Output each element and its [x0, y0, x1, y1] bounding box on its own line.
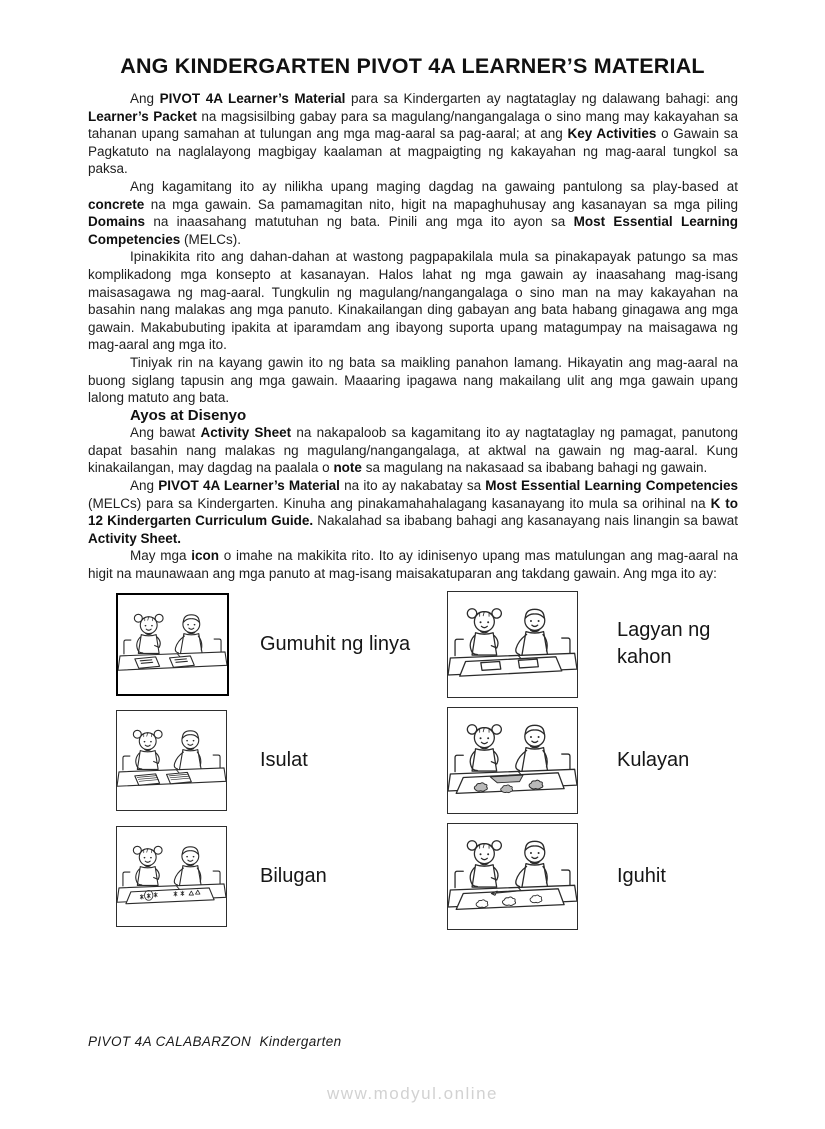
- activity-label-lagyan-ng-kahon: Lagyan ng kahon: [617, 619, 711, 669]
- footer-text: PIVOT 4A CALABARZON Kindergarten: [88, 1034, 342, 1049]
- paragraph: Ang kagamitang ito ay nilikha upang maging dagdag na gawaing pantulong sa play-based at concrete na mga gawain. Sa pamamagitan nito, higit na mapaghuhusay ang kasanayan sa mga piling Domains na inaasahang matutuhan ng bata. Pinili ang mga ito ayon sa Most Essential Learning Competencies (MELCs).: [88, 178, 738, 247]
- paragraph: Ang PIVOT 4A Learner’s Material para sa Kindergarten ay nagtataglay ng dalawang bahagi: ang Learner’s Packet na magsisilbing gabay para sa magulang/nangangalaga o sino mang may kakayahan sa tahanan upang samahan at tulungan ang mga mag-aaral sa pag-aaral; at ang Key Activities o Gawain sa Pagkatuto na naglalayong magbigay kaalaman at magpaigting ng kakayahan ng mag-aaral tungkol sa paksa.: [88, 91, 738, 177]
- children-coloring-icon: [447, 707, 578, 814]
- watermark-text: www.modyul.online: [326, 1084, 498, 1103]
- paragraph: Tiniyak rin na kayang gawin ito ng bata sa maikling panahon lamang. Hikayatin ang mag-aaral na buong siglang tapusin ang mga gawain. Maaaring ipagawa nang makailang ulit ang mga gawain upang lalong matuto ang bata.: [88, 354, 738, 406]
- activity-label-kulayan: Kulayan: [617, 748, 690, 771]
- children-drawing-boxes-icon: [447, 591, 578, 698]
- activity-label-iguhit: Iguhit: [617, 864, 666, 887]
- children-writing-icon: [116, 710, 227, 811]
- activity-label-gumuhit-ng-linya: Gumuhit ng linya: [260, 632, 411, 655]
- activity-label-bilugan: Bilugan: [260, 864, 327, 887]
- children-drawing-shapes-icon: [447, 823, 578, 930]
- document-body: [88, 90, 738, 583]
- section-heading: Ayos at Disenyo: [130, 406, 247, 424]
- paragraph: Ang PIVOT 4A Learner’s Material na ito ay nakabatay sa Most Essential Learning Competencies (MELCs) para sa Kindergarten. Kinuha ang pinakamahahalagang kasanayang ito mula sa orihinal na K to 12 Kindergarten Curriculum Guide. Nakalahad sa ibabang bahagi ang kasanayang nais linangin sa bawat Activity Sheet.: [88, 478, 738, 546]
- children-drawing-lines-icon: [116, 593, 229, 696]
- paragraph: Ang bawat Activity Sheet na nakapaloob sa kagamitang ito ay nagtataglay ng pamagat, panutong dapat basahin nang malakas ng magulang/nangangalaga, at aktwal na gawain ng mag-aaral. Kung kinakailangan, may dagdag na paalala o note sa magulang na nakasaad sa ibabang bahagi ng gawain.: [88, 425, 739, 476]
- children-circling-shapes-icon: [116, 826, 227, 927]
- activity-icons-grid: [116, 591, 825, 930]
- activity-label-isulat: Isulat: [260, 748, 308, 771]
- paragraph: Ipinakikita rito ang dahan-dahan at wastong pagpapakilala mula sa pinakapayak patungo sa mas komplikadong mga konsepto at kasanayan. Halos lahat ng mga gawain ay inaasahang mag-isang maisasagawa ng mag-aaral. Tungkulin ng magulang/nangangalaga o sino man na may kakayahan na basahin nang malakas ang mga panuto. Kinakailangan ding gabayan ang bata habang ginagawa ang mga gawain. Makabubuting ipakita at iparamdam ang ibayong suporta upang matagumpay na maisagawa ng mag-aaral ang mga ito.: [88, 249, 738, 353]
- paragraph: May mga icon o imahe na makikita rito. Ito ay idinisenyo upang mas matulungan ang mag-aaral na higit na maunawaan ang mga panuto at mag-isang maisakatuparan ang takdang gawain. Ang mga ito ay:: [88, 548, 738, 582]
- page-title: ANG KINDERGARTEN PIVOT 4A LEARNER’S MATERIAL: [120, 54, 705, 78]
